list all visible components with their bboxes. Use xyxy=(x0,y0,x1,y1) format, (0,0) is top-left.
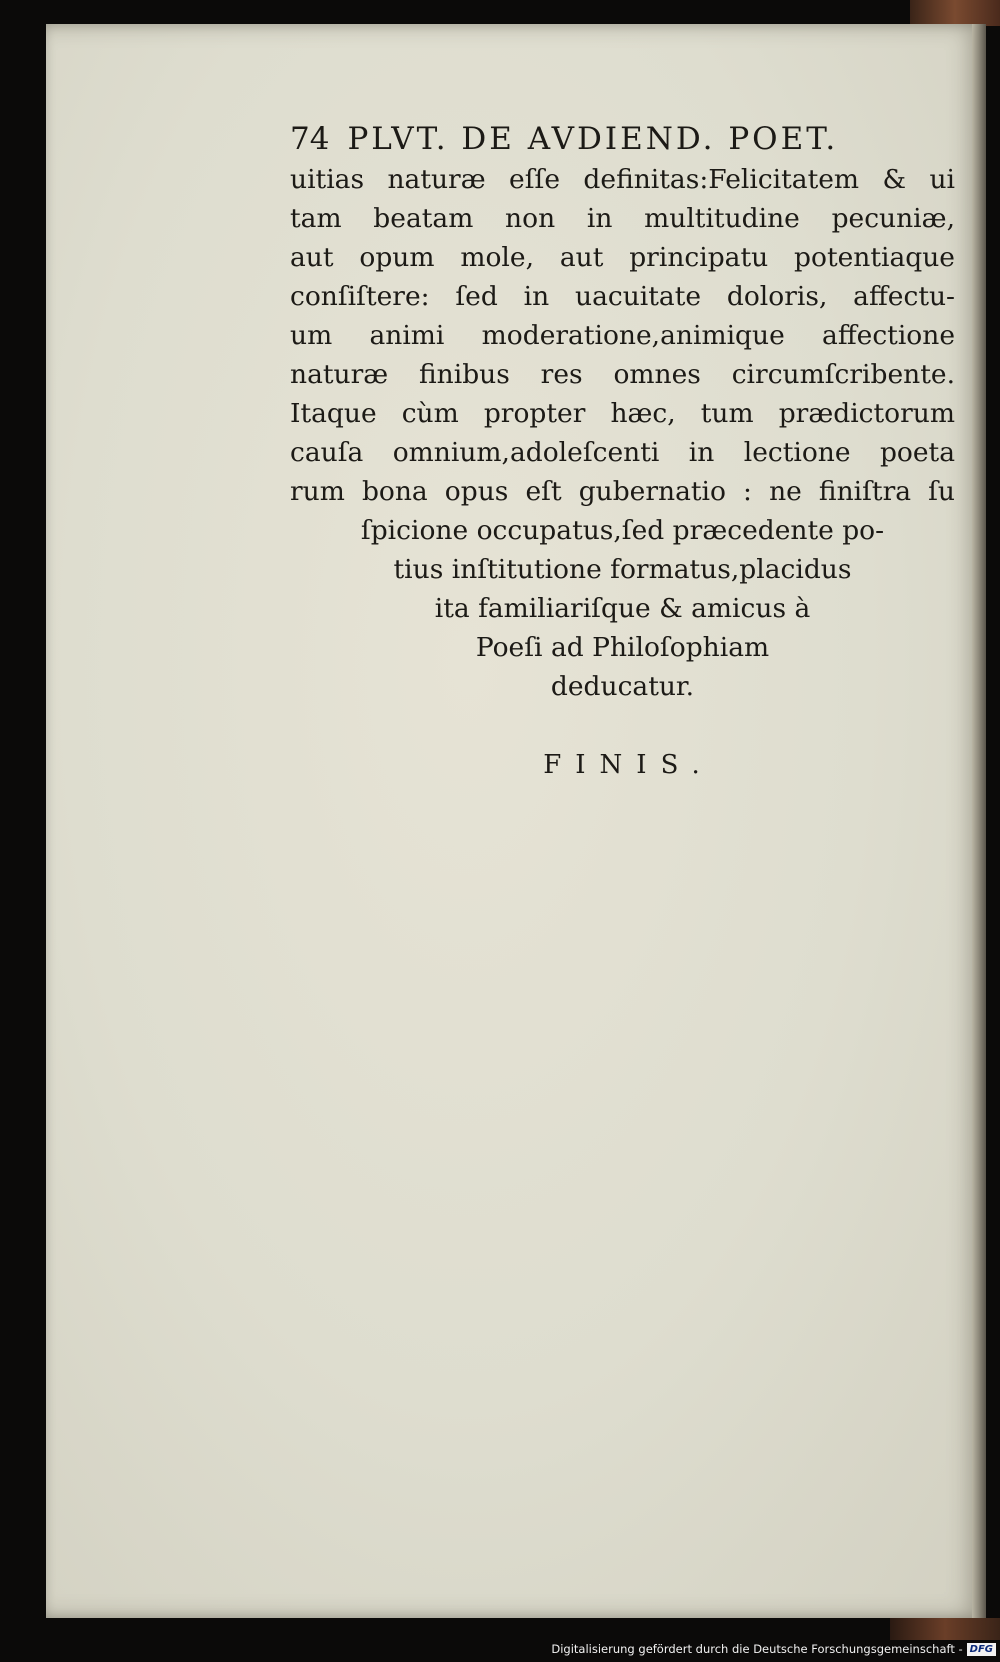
text-line: deducatur. xyxy=(550,671,695,702)
text-line: um animi moderatione,animique affectione xyxy=(290,320,955,351)
page-number: 74 xyxy=(290,121,330,157)
digitization-credit xyxy=(551,1642,996,1656)
text-line: aut opum mole, aut principatu potentiaque xyxy=(290,242,955,273)
text-line: ſpicione occupatus,ſed præcedente po- xyxy=(360,515,885,546)
text-line: tius inſtitutione formatus,placidus xyxy=(393,554,852,585)
running-head: PLVT. DE AVDIEND. POET. xyxy=(347,121,839,157)
text-line: cauſa omnium,adoleſcenti in lectione poeta xyxy=(290,437,955,468)
text-line: ita familiariſque & amicus à xyxy=(434,593,811,624)
book-cover-corner-top xyxy=(910,0,1000,26)
text-line: uitias naturæ eſſe definitas:Felicitatem & ui xyxy=(290,164,955,195)
page-header xyxy=(290,118,922,160)
dfg-logo: DFG xyxy=(967,1643,996,1656)
text-line: naturæ finibus res omnes circumſcribente. xyxy=(290,359,955,390)
text-line: rum bona opus eſt gubernatio : ne finiſtra ſu xyxy=(290,476,955,507)
finis-mark: FINIS. xyxy=(543,750,714,780)
page-text-block xyxy=(290,118,960,780)
text-line: Poeſi ad Philoſophiam xyxy=(475,632,770,663)
text-line: tam beatam non in multitudine pecuniæ, xyxy=(290,203,955,234)
page-edge-shadow xyxy=(972,24,986,1618)
book-cover-corner-bottom xyxy=(890,1618,1000,1640)
credit-text: Digitalisierung gefördert durch die Deutsche Forschungsgemeinschaft - xyxy=(551,1642,963,1656)
body-text xyxy=(290,160,960,706)
text-line: conſiſtere: ſed in uacuitate doloris, affectu- xyxy=(290,281,955,312)
text-line: Itaque cùm propter hæc, tum prædictorum xyxy=(290,398,955,429)
